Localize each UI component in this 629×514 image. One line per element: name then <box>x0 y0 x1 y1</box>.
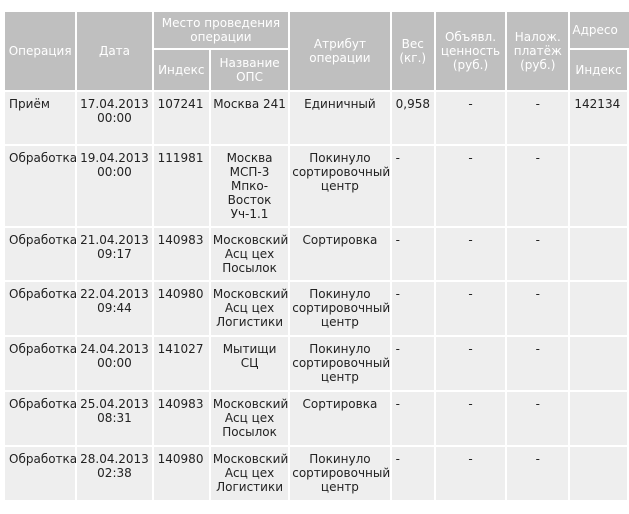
cell-operation: Обработка <box>5 146 75 226</box>
col-addressee-index-header: Индекс <box>570 50 626 90</box>
cell-date-time: 00:00 <box>97 165 132 179</box>
cell-index: 140980 <box>154 282 209 335</box>
cell-declared-value: - <box>436 282 505 335</box>
cell-cod: - <box>507 337 568 390</box>
cell-date <box>77 146 151 226</box>
cell-date-time: 00:00 <box>97 356 132 370</box>
cell-ops-name: Московский Асц цех Посылок <box>211 228 288 280</box>
cell-date <box>77 447 151 500</box>
cell-operation: Обработка <box>5 392 75 445</box>
cell-date-time: 09:17 <box>97 247 132 261</box>
cell-attribute: Покинуло сортировочный центр <box>290 282 389 335</box>
col-date-header: Дата <box>77 12 151 90</box>
table-row <box>5 282 629 335</box>
cell-operation: Обработка <box>5 337 75 390</box>
cell-cod: - <box>507 447 568 500</box>
cell-date <box>77 92 151 144</box>
cell-ops-name: Московский Асц цех Посылок <box>211 392 288 445</box>
cell-addressee-index <box>570 447 626 500</box>
cell-index: 140983 <box>154 228 209 280</box>
cell-index: 107241 <box>154 92 209 144</box>
col-index-header: Индекс <box>154 50 209 90</box>
cell-declared-value: - <box>436 392 505 445</box>
cell-addressee-index <box>570 392 626 445</box>
cell-ops-name: Москва МСП-3 Мпко-Восток Уч-1.1 <box>211 146 288 226</box>
cell-date <box>77 228 151 280</box>
col-declared-value-header: Объявл. ценность (руб.) <box>436 12 505 90</box>
cell-weight: - <box>392 146 434 226</box>
cell-declared-value: - <box>436 447 505 500</box>
cell-date-time: 09:44 <box>97 301 132 315</box>
cell-addressee-index <box>570 337 626 390</box>
cell-index: 140983 <box>154 392 209 445</box>
cell-date-day: 25.04.2013 <box>80 397 149 411</box>
header-row-top <box>5 12 629 48</box>
col-place-group-header: Место проведения операции <box>154 12 289 48</box>
cell-attribute: Покинуло сортировочный центр <box>290 337 389 390</box>
cell-index: 111981 <box>154 146 209 226</box>
cell-ops-name: Мытищи СЦ <box>211 337 288 390</box>
cell-date-day: 24.04.2013 <box>80 342 149 356</box>
cell-ops-name: Москва 241 <box>211 92 288 144</box>
table-row <box>5 447 629 500</box>
tracking-table-wrapper <box>3 10 629 502</box>
cell-addressee-index <box>570 146 626 226</box>
cell-attribute: Сортировка <box>290 392 389 445</box>
cell-declared-value: - <box>436 92 505 144</box>
cell-declared-value: - <box>436 146 505 226</box>
cell-date-day: 19.04.2013 <box>80 151 149 165</box>
cell-weight: - <box>392 282 434 335</box>
cell-weight: - <box>392 447 434 500</box>
cell-addressee-index: 142134 <box>570 92 626 144</box>
cell-ops-name: Московский Асц цех Логистики <box>211 282 288 335</box>
cell-addressee-index <box>570 282 626 335</box>
cell-date-day: 28.04.2013 <box>80 452 149 466</box>
cell-addressee-index <box>570 228 626 280</box>
table-row <box>5 337 629 390</box>
col-attribute-header: Атрибут операции <box>290 12 389 90</box>
col-cod-header: Налож. платёж (руб.) <box>507 12 568 90</box>
cell-attribute: Сортировка <box>290 228 389 280</box>
cell-date-day: 17.04.2013 <box>80 97 149 111</box>
cell-date-day: 22.04.2013 <box>80 287 149 301</box>
table-row <box>5 228 629 280</box>
cell-weight: - <box>392 392 434 445</box>
cell-date <box>77 282 151 335</box>
cell-cod: - <box>507 146 568 226</box>
cell-date <box>77 337 151 390</box>
cell-attribute: Покинуло сортировочный центр <box>290 146 389 226</box>
cell-weight: 0,958 <box>392 92 434 144</box>
cell-cod: - <box>507 392 568 445</box>
cell-attribute: Единичный <box>290 92 389 144</box>
cell-cod: - <box>507 92 568 144</box>
cell-declared-value: - <box>436 337 505 390</box>
cell-operation: Обработка <box>5 447 75 500</box>
cell-cod: - <box>507 228 568 280</box>
table-row <box>5 146 629 226</box>
tracking-history-table <box>3 10 629 502</box>
cell-ops-name: Московский Асц цех Логистики <box>211 447 288 500</box>
cell-declared-value: - <box>436 228 505 280</box>
cell-cod: - <box>507 282 568 335</box>
cell-operation: Приём <box>5 92 75 144</box>
cell-date <box>77 392 151 445</box>
cell-weight: - <box>392 228 434 280</box>
cell-weight: - <box>392 337 434 390</box>
cell-date-day: 21.04.2013 <box>80 233 149 247</box>
table-row <box>5 392 629 445</box>
cell-date-time: 08:31 <box>97 411 132 425</box>
cell-index: 140980 <box>154 447 209 500</box>
col-operation-header: Операция <box>5 12 75 90</box>
table-row <box>5 92 629 144</box>
cell-attribute: Покинуло сортировочный центр <box>290 447 389 500</box>
cell-date-time: 00:00 <box>97 111 132 125</box>
cell-operation: Обработка <box>5 282 75 335</box>
cell-index: 141027 <box>154 337 209 390</box>
col-ops-name-header: Название ОПС <box>211 50 288 90</box>
cell-operation: Обработка <box>5 228 75 280</box>
col-weight-header: Вес (кг.) <box>392 12 434 90</box>
col-addressee-group-header: Адресо <box>570 12 629 48</box>
cell-date-time: 02:38 <box>97 466 132 480</box>
